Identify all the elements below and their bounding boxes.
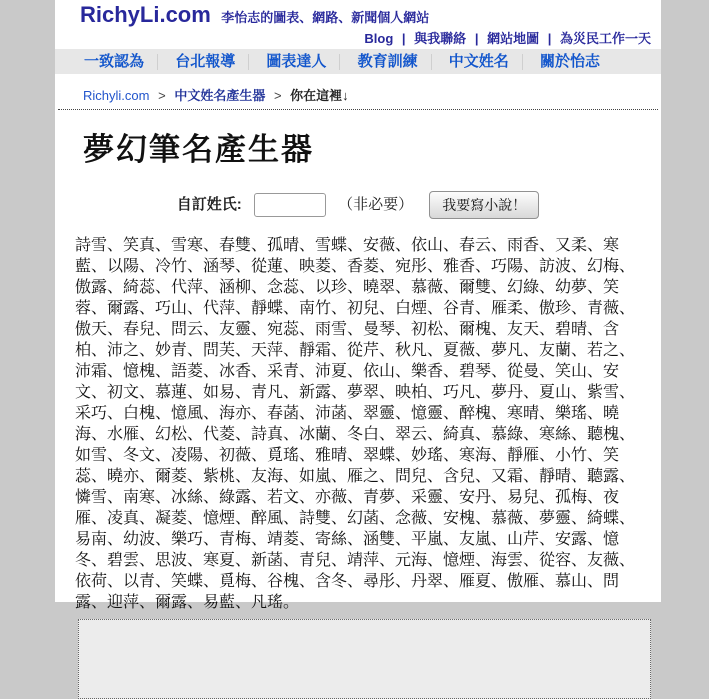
nav-item-3[interactable]: 圖表達人 <box>253 54 340 70</box>
surname-input[interactable] <box>254 193 326 217</box>
breadcrumb-home-link[interactable]: Richyli.com <box>83 88 150 103</box>
breadcrumb <box>83 85 661 104</box>
footer-box <box>78 619 651 699</box>
top-link-disaster-work[interactable]: 為災民工作一天 <box>559 31 651 46</box>
top-link-blog[interactable]: Blog <box>364 31 394 46</box>
optional-note: （非必要） <box>338 195 414 213</box>
page-content <box>55 0 661 611</box>
site-header <box>55 0 661 30</box>
top-link-sitemap[interactable]: 網站地圖 <box>487 31 540 46</box>
breadcrumb-section-link[interactable]: 中文姓名產生器 <box>174 88 266 103</box>
main-nav <box>55 49 661 74</box>
link-separator: | <box>547 31 552 46</box>
pen-name-list: 詩雪、笑真、雪寒、春雙、孤晴、雪蝶、安薇、依山、春云、雨香、又柔、寒藍、以陽、冷竹、涵琴、從蓮、映菱、香菱、宛彤、雅香、巧陽、訪波、幻梅、傲露、綺蕊、代萍、涵柳、念蕊、以珍、曉翠、慕薇、爾雙、幻綠、幼夢、笑蓉、爾露、巧山、代萍、靜蝶、南竹、初兒、白煙、谷青、雁柔、傲珍、青薇、傲天、春兒、問云、友靈、宛蕊、雨雪、曼琴、初松、爾槐、友天、碧晴、含柏、沛之、妙青、問芙、天萍、靜霜、從芹、秋凡、夏薇、夢凡、友蘭、若之、沛霜、憶槐、語菱、冰香、采青、沛夏、依山、樂香、碧琴、從曼、笑山、安文、初文、慕蓮、如易、青凡、新露、夢翠、映柏、巧凡、夢丹、夏山、紫雪、采巧、白槐、憶風、海亦、春菡、沛菡、翠靈、憶靈、醉槐、寒晴、樂瑤、曉海、水雁、幻松、代菱、詩真、冰蘭、冬白、翠云、綺真、慕綠、寒絲、聽槐、如雪、冬文、凌陽、初薇、覓瑤、雅晴、翠蝶、妙瑤、寒海、靜雁、小竹、笑蕊、曉亦、爾菱、紫桃、友海、如嵐、雁之、問兒、含兒、又霜、靜晴、聽露、憐雪、南寒、冰絲、綠露、若文、亦薇、青夢、采靈、安丹、易兒、孤梅、夜雁、凌真、凝菱、憶煙、醉風、詩雙、幻菡、念薇、安槐、慕薇、夢靈、綺蝶、易南、幼波、樂巧、青梅、靖菱、寄絲、涵雙、平嵐、友嵐、山芹、安露、憶冬、碧雲、思波、寒夏、新菡、青兒、靖萍、元海、憶煙、海雲、從容、友薇、依荷、以青、笑蝶、覓梅、谷槐、含冬、尋彤、丹翠、雁夏、傲雁、慕山、問露、迎萍、爾露、易藍、凡瑤。 <box>75 237 636 611</box>
write-novel-button[interactable]: 我要寫小說！ <box>429 191 539 219</box>
breadcrumb-separator: > <box>273 88 282 103</box>
nav-item-2[interactable]: 台北報導 <box>162 54 249 70</box>
site-tagline: 李怡志的圖表、網路、新聞個人網站 <box>221 10 430 25</box>
top-links <box>55 32 661 46</box>
site-logo[interactable]: RichyLi.com <box>80 2 211 27</box>
link-separator: | <box>474 31 479 46</box>
pen-name-form <box>55 191 661 219</box>
link-separator: | <box>401 31 406 46</box>
nav-item-1[interactable]: 一致認為 <box>71 54 158 70</box>
nav-item-4[interactable]: 教育訓練 <box>345 54 432 70</box>
surname-label: 自訂姓氏: <box>176 195 242 213</box>
breadcrumb-current: 你在這裡↓ <box>290 88 349 103</box>
page-title: 夢幻筆名產生器 <box>83 132 314 167</box>
nav-item-5[interactable]: 中文姓名 <box>436 54 523 70</box>
nav-item-6[interactable]: 關於怡志 <box>539 53 600 70</box>
breadcrumb-separator: > <box>158 88 166 103</box>
dotted-divider <box>58 109 658 110</box>
top-link-contact[interactable]: 與我聯絡 <box>414 31 467 46</box>
